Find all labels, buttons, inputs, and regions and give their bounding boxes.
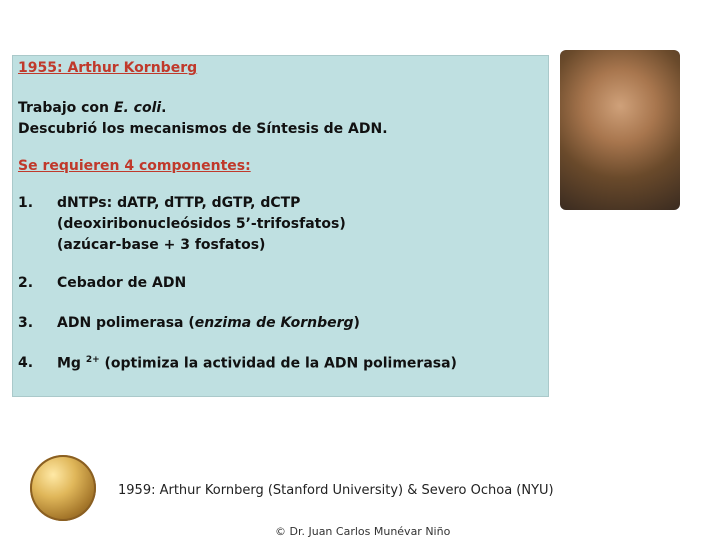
item-2-number: 2. (18, 275, 34, 291)
item-4-superscript: 2+ (85, 355, 100, 365)
line1-italic: E. coli (113, 100, 162, 116)
item-4 (57, 355, 457, 372)
nobel-medal-image (30, 455, 96, 521)
item-1-number: 1. (18, 195, 34, 211)
item-3-italic: enzima de Kornberg (194, 315, 354, 331)
item-1-line-1: dNTPs: dATP, dTTP, dGTP, dCTP (57, 195, 301, 211)
item-4-prefix: Mg (57, 355, 86, 372)
item-4-suffix: (optimiza la actividad de la ADN polimerasa) (99, 355, 457, 372)
line1-prefix: Trabajo con (18, 100, 114, 116)
item-3-number: 3. (18, 315, 34, 331)
item-2-line-1: Cebador de ADN (57, 275, 187, 291)
info-line-2: Descubrió los mecanismos de Síntesis de ADN. (18, 121, 388, 137)
slide-title: 1955: Arthur Kornberg (18, 60, 198, 76)
item-1-line-2: (deoxiribonucleósidos 5’-trifosfatos) (57, 216, 346, 232)
item-1-line-3: (azúcar-base + 3 fosfatos) (57, 237, 266, 253)
info-line-1 (18, 100, 167, 116)
components-heading: Se requieren 4 componentes: (18, 158, 251, 174)
credit: © Dr. Juan Carlos Munévar Niño (275, 525, 451, 538)
line1-suffix: . (161, 100, 167, 116)
item-3 (57, 315, 360, 331)
item-3-prefix: ADN polimerasa ( (57, 315, 195, 331)
portrait-photo (560, 50, 680, 210)
item-4-number: 4. (18, 355, 34, 371)
caption: 1959: Arthur Kornberg (Stanford University) & Severo Ochoa (NYU) (118, 483, 554, 498)
item-3-suffix: ) (353, 315, 360, 331)
